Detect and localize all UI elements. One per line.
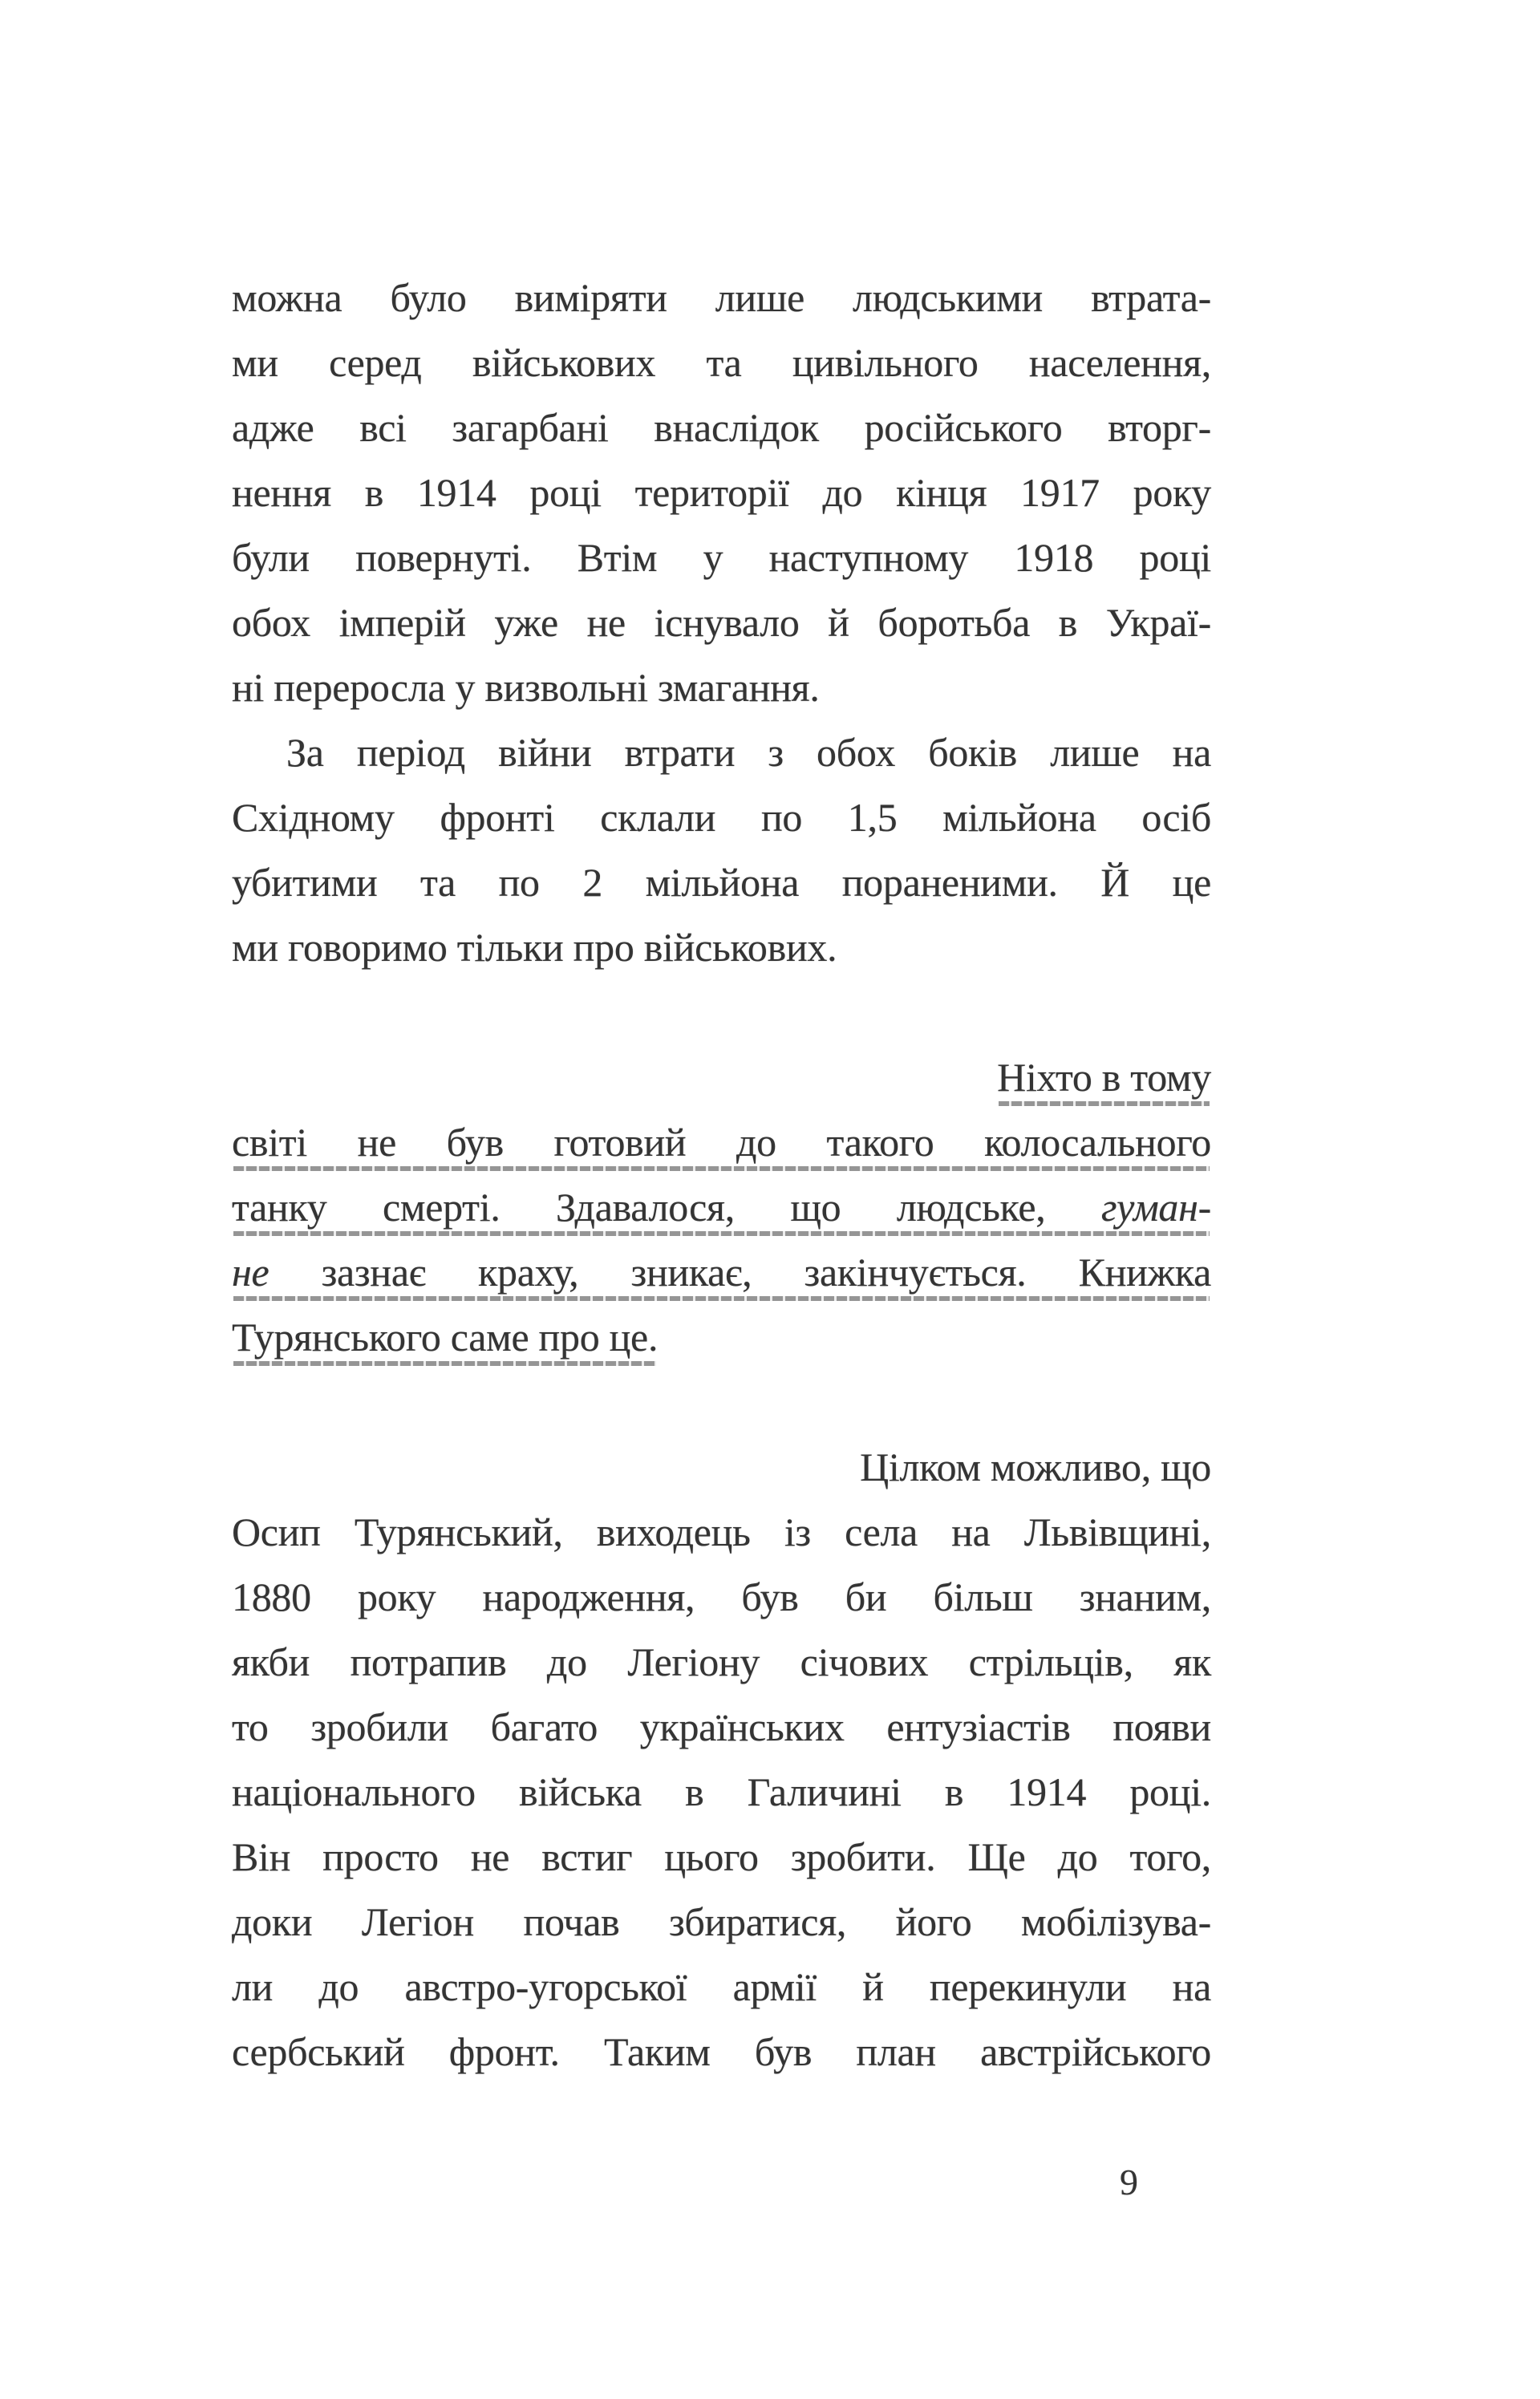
text-line-content xyxy=(232,1955,1211,2020)
text-line-content xyxy=(232,1175,1211,1240)
regular-text: доки Легіон почав збиратися, його мобілізува- xyxy=(232,1899,1211,1944)
text-line-content xyxy=(232,1500,1211,1565)
text-line xyxy=(232,395,1211,460)
regular-text: якби потрапив до Легіону січових стрільців, як xyxy=(232,1639,1211,1684)
text-line-content xyxy=(232,1630,1211,1695)
regular-text: За період війни втрати з обох боків лише на xyxy=(286,730,1211,775)
text-line-content xyxy=(232,395,1211,460)
text-line-content xyxy=(232,1760,1211,1825)
text-line-content xyxy=(232,460,1211,525)
text-line-content xyxy=(232,1890,1211,1955)
regular-text: убитими та по 2 мільйона пораненими. Й це xyxy=(232,860,1211,905)
text-line xyxy=(232,1045,1211,1110)
text-line-content xyxy=(232,1695,1211,1760)
text-line xyxy=(232,1955,1211,2020)
regular-text: ми серед військових та цивільного населення, xyxy=(232,340,1211,385)
regular-text: можна було виміряти лише людськими втрата- xyxy=(232,275,1211,320)
text-line xyxy=(232,265,1211,330)
regular-text: танку смерті. Здавалося, що людське, xyxy=(232,1185,1101,1230)
regular-text: то зробили багато українських ентузіастів появи xyxy=(232,1704,1211,1749)
text-line xyxy=(232,1565,1211,1630)
text-line xyxy=(232,720,1211,785)
regular-text: сербський фронт. Таким був план австрійського xyxy=(232,2029,1211,2074)
text-line xyxy=(232,590,1211,655)
paragraph-gap xyxy=(232,980,1211,1045)
regular-text: нення в 1914 році території до кінця 1917 року xyxy=(232,470,1211,515)
regular-text: адже всі загарбані внаслідок російського вторг- xyxy=(232,405,1211,450)
text-line-content xyxy=(997,1045,1211,1110)
text-line-content xyxy=(860,1435,1211,1500)
text-line xyxy=(232,915,1211,980)
regular-text: Ніхто в тому xyxy=(997,1055,1211,1100)
text-line xyxy=(232,1305,1211,1370)
regular-text: зазнає краху, зникає, закінчується. Книжка xyxy=(321,1250,1211,1295)
text-line-content xyxy=(232,655,820,720)
text-line-content xyxy=(232,1825,1211,1890)
text-line xyxy=(232,1630,1211,1695)
regular-text: світі не був готовий до такого колосального xyxy=(232,1120,1211,1165)
paragraph-gap xyxy=(232,1370,1211,1435)
regular-text: національного війська в Галичині в 1914 році. xyxy=(232,1769,1211,1814)
text-line xyxy=(232,1695,1211,1760)
regular-text: Він просто не встиг цього зробити. Ще до того, xyxy=(232,1834,1211,1879)
text-line xyxy=(232,460,1211,525)
text-line-content xyxy=(232,1240,1211,1305)
text-line-content xyxy=(232,1110,1211,1175)
text-line-content xyxy=(232,1305,658,1370)
text-line-content xyxy=(232,330,1211,395)
text-line xyxy=(232,1110,1211,1175)
text-line xyxy=(232,1240,1211,1305)
text-line xyxy=(232,1760,1211,1825)
regular-text: Осип Турянський, виходець із села на Львівщині, xyxy=(232,1510,1211,1554)
text-line xyxy=(232,655,1211,720)
text-line-content xyxy=(232,720,1211,785)
page-number: 9 xyxy=(1120,2162,1138,2202)
regular-text: 1880 року народження, був би більш знаним, xyxy=(232,1574,1211,1619)
regular-text: ли до австро-угорської армії й перекинули на xyxy=(232,1964,1211,2009)
regular-text: обох імперій уже не існувало й боротьба в Украї- xyxy=(232,600,1211,645)
text-line-content xyxy=(232,525,1211,590)
regular-text: Цілком можливо, що xyxy=(860,1445,1211,1489)
text-line xyxy=(232,525,1211,590)
text-line xyxy=(232,785,1211,850)
italic-text: гуман- xyxy=(1100,1185,1211,1230)
text-line-content xyxy=(232,1565,1211,1630)
text-line-content xyxy=(232,915,837,980)
text-line-content xyxy=(232,850,1211,915)
italic-text: не xyxy=(232,1250,322,1295)
text-line xyxy=(232,330,1211,395)
text-line xyxy=(232,850,1211,915)
body-text xyxy=(232,265,1211,2085)
regular-text: Східному фронті склали по 1,5 мільйона осіб xyxy=(232,795,1211,840)
text-line-content xyxy=(232,590,1211,655)
text-line-content xyxy=(232,265,1211,330)
text-line xyxy=(232,1175,1211,1240)
text-line xyxy=(232,1500,1211,1565)
regular-text: були повернуті. Втім у наступному 1918 році xyxy=(232,535,1211,580)
regular-text: ні переросла у визвольні змагання. xyxy=(232,665,820,710)
text-line-content xyxy=(232,2020,1211,2085)
regular-text: ми говоримо тільки про військових. xyxy=(232,925,837,970)
text-line-content xyxy=(232,785,1211,850)
text-line xyxy=(232,2020,1211,2085)
text-line xyxy=(232,1435,1211,1500)
text-line xyxy=(232,1890,1211,1955)
text-line xyxy=(232,1825,1211,1890)
regular-text: Турянського саме про це. xyxy=(232,1315,659,1360)
